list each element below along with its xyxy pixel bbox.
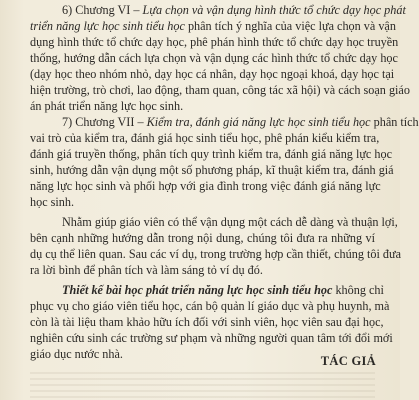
- para6-line2: [30, 19, 396, 34]
- para7-line3: đánh giá truyền thống, phân tích quy trình kiểm tra, đánh giá năng lực học: [30, 147, 392, 161]
- para7-line2: vai trò của kiểm tra, đánh giá học sinh tiểu học, phê phán kiểu kiểm tra,: [30, 131, 380, 145]
- para6-italic-title-2: triển năng lực học sinh tiểu học: [30, 19, 185, 33]
- show-through-texture: [30, 372, 375, 398]
- para7-italic-title: Kiểm tra, đánh giá năng lực học sinh tiểu học: [146, 115, 371, 129]
- para9-line1: [62, 283, 384, 298]
- book-title-emphasis: Thiết kế bài học phát triển năng lực học sinh tiểu học: [62, 283, 333, 297]
- para7-line4: sinh, hướng dẫn vận dụng một số phương pháp, kĩ thuật kiểm tra, đánh giá: [30, 163, 394, 177]
- para6-line7: án phát triển năng lực học sinh.: [30, 99, 184, 113]
- para8-line1: Nhằm giúp giáo viên có thể vận dụng một cách dễ dàng và thuận lợi,: [62, 215, 398, 229]
- para6-line5: (dạy học theo nhóm nhỏ, dạy học cá nhân, dạy học ngoại khoá, dạy học tại: [30, 67, 395, 81]
- para8-line2: bên cạnh những hướng dẫn trong nội dung, chúng tôi đưa ra những ví: [30, 231, 375, 245]
- para8-line3: dụ cụ thể liên quan. Sau các ví dụ, trong trường hợp cần thiết, chúng tôi đưa: [30, 247, 401, 261]
- para9-line2: phục vụ cho giáo viên tiểu học, cán bộ quản lí giáo dục và phụ huynh, mà: [30, 299, 390, 313]
- para9-line4: nghiên cứu sinh các trường sư phạm và những người quan tâm tới đổi mới: [30, 331, 393, 345]
- para7-line6: học sinh.: [30, 195, 75, 209]
- para6-italic-title-1: Lựa chọn và vận dụng hình thức tổ chức dạy học phát: [142, 3, 406, 17]
- para6-line2-rest: phân tích ý nghĩa của việc lựa chọn và vận: [184, 19, 396, 33]
- para9-line5: giáo dục nước nhà.: [30, 347, 123, 361]
- para7-line1-rest: phân tích: [370, 115, 419, 129]
- para6-prefix: 6) Chương VI –: [62, 3, 143, 17]
- author-signature: TÁC GIẢ: [320, 354, 376, 368]
- para8-line4: ra lời bình để phân tích và làm sáng tỏ ví dụ đó.: [30, 263, 263, 277]
- para9-line1-rest: không chỉ: [332, 283, 384, 297]
- para6-line1: [62, 3, 406, 18]
- para7-prefix: 7) Chương VII –: [62, 115, 147, 129]
- para6-line4: thống, hướng dẫn cách lựa chọn và vận dụng các hình thức tổ chức dạy học: [30, 51, 398, 65]
- para7-line1: [62, 115, 419, 130]
- para6-line3: dụng hình thức tổ chức dạy học, phê phán hình thức tổ chức dạy học truyền: [30, 35, 399, 49]
- para9-line3: còn là tài liệu tham khảo hữu ích đối với sinh viên, học viên sau đại học,: [30, 315, 384, 329]
- para7-line5: năng lực học sinh và phối hợp với gia đình trong việc đánh giá năng lực: [30, 179, 381, 193]
- para6-line6: hiện trường, trò chơi, lao động, tham quan, công tác xã hội) và cách soạn giáo: [30, 83, 410, 97]
